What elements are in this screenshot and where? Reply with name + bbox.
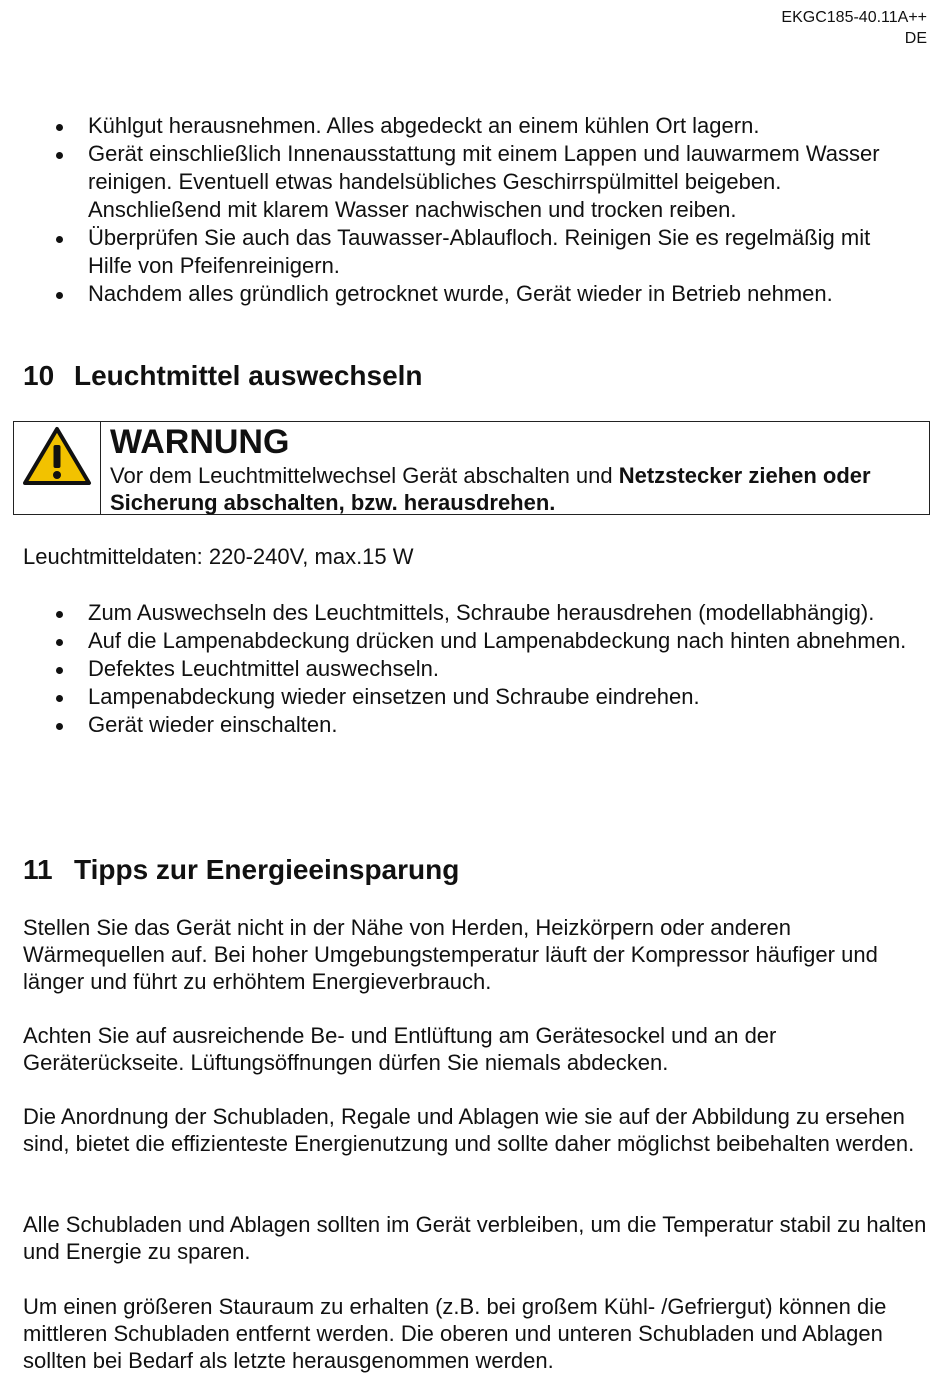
bullet-icon <box>56 667 63 674</box>
warning-icon-cell <box>14 422 101 514</box>
paragraph: Stellen Sie das Gerät nicht in der Nähe von Herden, Heizkörpern oder anderen Wärmequellen auf. Bei hoher Umgebungstemperatur läuft der Kompressor häufiger und länger und führt zu erhöhtem Energieverbrauch. <box>23 915 878 994</box>
list-item: Nachdem alles gründlich getrocknet wurde, Gerät wieder in Betrieb nehmen. <box>0 280 918 308</box>
bullet-icon <box>56 292 63 299</box>
warning-triangle-icon <box>22 426 92 486</box>
model-number: EKGC185-40.11A++ <box>781 9 927 26</box>
language-code: DE <box>904 30 927 47</box>
section-title: Leuchtmittel auswechseln <box>74 360 423 391</box>
list-item: Auf die Lampenabdeckung drücken und Lampenabdeckung nach hinten abnehmen. <box>0 627 918 655</box>
list-item: Defektes Leuchtmittel auswechseln. <box>0 655 918 683</box>
list-item: Lampenabdeckung wieder einsetzen und Schraube eindrehen. <box>0 683 918 711</box>
section-11-heading <box>23 854 459 886</box>
bullet-icon <box>56 723 63 730</box>
paragraph: Achten Sie auf ausreichende Be- und Entlüftung am Gerätesockel und an der Geräterückseite. Lüftungsöffnungen dürfen Sie niemals abdecken. <box>23 1023 777 1075</box>
list-item: Zum Auswechseln des Leuchtmittels, Schraube herausdrehen (modellabhängig). <box>0 599 918 627</box>
bullet-icon <box>56 611 63 618</box>
section-title: Tipps zur Energieeinsparung <box>74 854 460 885</box>
section-10-heading <box>23 360 423 392</box>
bullet-icon <box>56 639 63 646</box>
list-item: Kühlgut herausnehmen. Alles abgedeckt an einem kühlen Ort lagern. <box>0 112 918 140</box>
document-header <box>781 7 927 49</box>
warning-title: WARNUNG <box>110 423 290 461</box>
section-number: 11 <box>23 854 53 885</box>
bullet-icon <box>56 236 63 243</box>
bullet-icon <box>56 124 63 131</box>
list-item: Gerät einschließlich Innenausstattung mit einem Lappen und lauwarmem Wasser reinigen. Eventuell etwas handelsübliches Geschirrspülmittel beigeben. Anschließend mit klarem Wasser nachwischen und trocken reiben. <box>0 140 918 224</box>
paragraph: Alle Schubladen und Ablagen sollten im Gerät verbleiben, um die Temperatur stabil zu halten und Energie zu sparen. <box>23 1212 927 1264</box>
list-item: Überprüfen Sie auch das Tauwasser-Ablaufloch. Reinigen Sie es regelmäßig mit Hilfe von Pfeifenreinigern. <box>0 224 918 280</box>
warning-box <box>13 421 930 515</box>
lamp-bullet-list <box>0 599 918 739</box>
bullet-icon <box>56 695 63 702</box>
list-item: Gerät wieder einschalten. <box>0 711 918 739</box>
warning-text: Vor dem Leuchtmittelwechsel Gerät abschalten und Netzstecker ziehen oder Sicherung abschalten, bzw. herausdrehen. <box>110 463 871 515</box>
bullet-icon <box>56 152 63 159</box>
paragraph: Um einen größeren Stauraum zu erhalten (z.B. bei großem Kühl- /Gefriergut) können die mittleren Schubladen entfernt werden. Die oberen und unteren Schubladen und Ablagen sollten bei Bedarf als letzte herausgenommen werden. <box>23 1294 887 1373</box>
section-number: 10 <box>23 360 55 391</box>
lamp-data: Leuchtmitteldaten: 220-240V, max.15 W <box>23 544 414 569</box>
warning-emphasis: Netzstecker ziehen oder Sicherung abschalten, bzw. herausdrehen. <box>110 463 871 515</box>
cleaning-bullet-list <box>0 112 918 308</box>
paragraph: Die Anordnung der Schubladen, Regale und Ablagen wie sie auf der Abbildung zu ersehen sind, bietet die effizienteste Energienutzung und sollte daher möglichst beibehalten werden. <box>23 1104 915 1156</box>
